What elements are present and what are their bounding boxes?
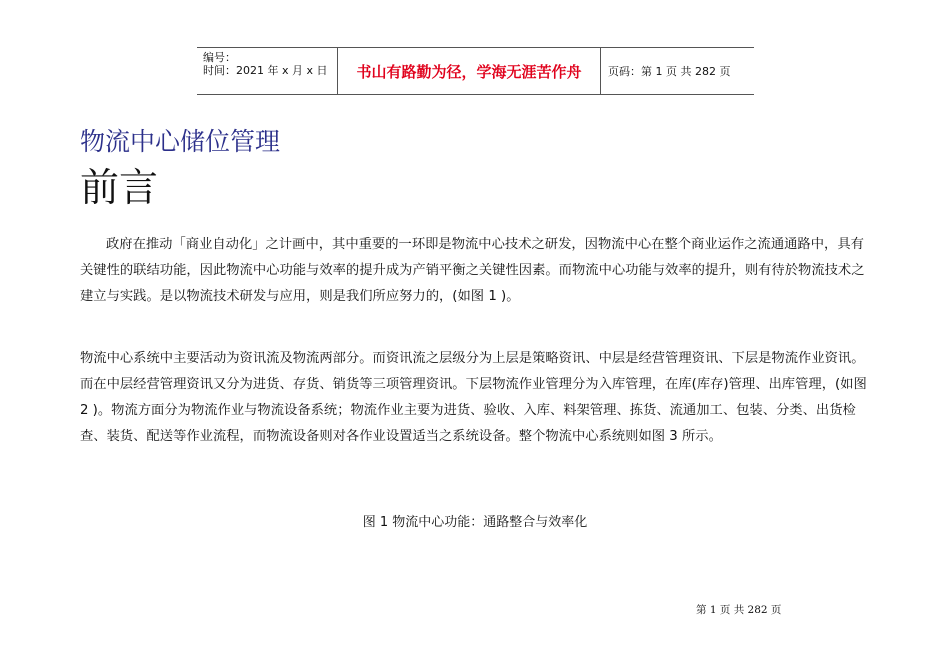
figure-caption: 图 1 物流中心功能：通路整合与效率化 [362,515,588,530]
header-motto: 书山有路勤为径，学海无涯苦作舟 [338,48,601,94]
paragraph: 政府在推动「商业自动化」之计画中，其中重要的一环即是物流中心技术之研发，因物流中心在整个商业运作之流通通路中，具有关键性的联结功能，因此物流中心功能与效率的提升成为产销平衡之关键性因素。而物流中心功能与效率的提升，则有待於物流技术之建立与实践。是以物流技术研发与应用，则是我们所应努力的，(如图 1 )。 [80,237,865,304]
page-footer: 第 1 页 共 282 页 [696,604,782,616]
document-title: 物流中心储位管理 [80,127,281,156]
header-page-code: 页码：第 1 页 共 282 页 [608,65,731,78]
paragraph: 物流中心系统中主要活动为资讯流及物流两部分。而资讯流之层级分为上层是策略资讯、中层是经营管理资讯、下层是物流作业资讯。而在中层经营管理资讯又分为进货、存货、销货等三项管理资讯。下层物流作业管理分为入库管理，在库(库存)管理、出库管理，(如图 2 )。物流方面分为物流作业与物流设备系统；物流作业主要为进货、验收、入库、料架管理、拣货、流通加工、包装、分类、出货检查、装货、配送等作业流程，而物流设备则对各作业设置适当之系统设备。整个物流中心系统则如图 3 所示。 [80,351,867,444]
date-label: 时间：2021 年 x 月 x 日 [203,64,328,77]
header-meta [197,48,338,94]
section-heading: 前言 [80,166,159,211]
page-header [197,47,754,95]
number-label: 编号： [203,51,236,64]
